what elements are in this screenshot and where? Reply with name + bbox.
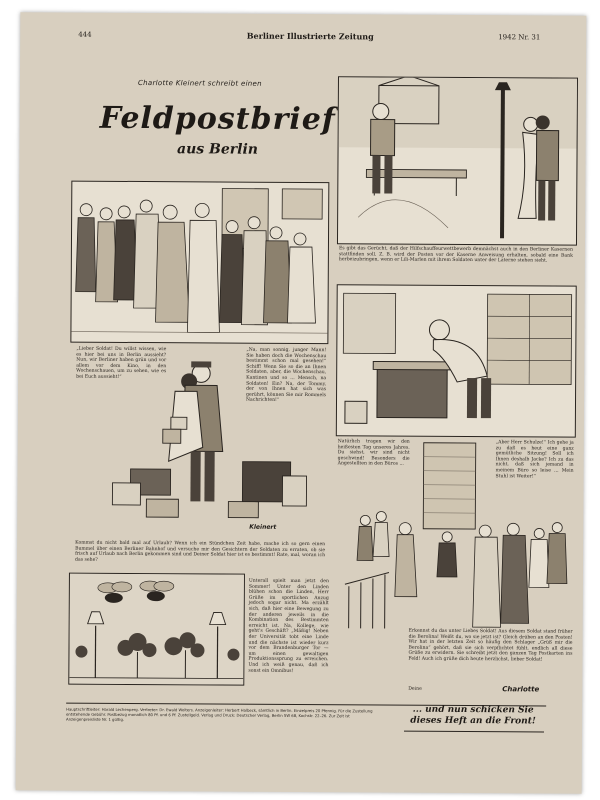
illustration-office-desk: [336, 284, 577, 437]
author-signature: Charlotte: [502, 685, 540, 694]
newspaper-page: [16, 12, 587, 793]
article-title: Feldpostbrief: [99, 100, 336, 138]
illustration-bench-and-couple: [337, 76, 578, 245]
page-number: 444: [78, 30, 92, 39]
illustration-berolina-square: [335, 436, 574, 633]
illustration-soldier-luggage: [92, 351, 319, 538]
paragraph-dear-soldier: „Lieber Soldat! Du willst wissen, wie es hier bei uns in Berlin aussieht? Nun, wir Berliner haben grün und vor allem vor dem Kino, in den Wochenschauen, um zu sehen, wie es bei Euch aussieht!“: [76, 346, 167, 380]
paragraph-bench-rumor: Es gibt das Gerücht, daß der Hilfschauffeurwettbewerb demnächst auch in den Berliner Kasernen stattfinden soll. Z. B. wird der Posten vor der Kaserne Anweisung erhalten, sobald eine Bank herbeizubringen, wenn er Lili-Marlen mit ihrem Soldaten unter der Laterne stehen sieht.: [338, 246, 573, 264]
send-to-front-slogan: ... und nun schicken Sie dieses Heft an die Front!: [410, 704, 536, 727]
article-subtitle: aus Berlin: [177, 141, 259, 158]
paragraph-summer: Unterall spielt man jetzt den Sommer! Unter den Linden blühen schon die Linden, Herr Grüße im sportlichen Anzug jedoch sogar nicht. Ma erzählt sich, daß hier eine Bewegung zu der anderen jeweils in die Kombination des Bestimmten erreicht ist. Na, Kollege, wie geht's Geschäft? „Mäßig! Neben der Universität tobt eine Linde und die nächste ist wieder kurz vor dem Brandenburger Tor — um einen gewaltigen Produktionssprung zu erreichen. Und ich weiß genau, daß ich sonst ein Omnibus!: [248, 578, 329, 674]
slogan-underline: [404, 731, 544, 733]
paragraph-wochenschau: „Na, man sonnig, junger Mann! Sie haben doch die Wochenschau bestimmt schon mal gesehen!“ Schiff! Wenn Sie so die an Ihnen Soldaten, aber, die Wochenschau, Kantinen und so ... Mensch, na Soldaten! Ein? Na, der Tommy, der von Ihnen hat sich was gerührt, können Sie mir Rommels Nachrichten!“: [245, 347, 327, 404]
illustration-flies-lamps: [68, 573, 245, 686]
illustrator-signature: Kleinert: [249, 523, 277, 531]
publication-title: Berliner Illustrierte Zeitung: [246, 30, 374, 42]
issue-number: 1942 Nr. 31: [498, 33, 541, 42]
paragraph-urlaub: Kommst du nicht bald mal auf Urlaub? Wenn ich ein Stündchen Zeit habe, mache ich so gern einen Bummel über einen Berliner Bahnhof und versuche mir den Gesichtern der Soldaten zu erraten, ob sie frisch auf Urlaub nach Berlin gekommen sind und Deiner Soldat hier ist es bestimmt! Rate, mal, woran ich das sehe?: [75, 540, 326, 563]
paragraph-herr-schulze: „Aber Herr Schulze!“ Ich gehe ja zu daß es heut eine ganz gemütliche Sitzung! Soll ich Ihnen deshalb Jacke? Ich zu das nicht, daß sich jemand in meinem Büro so leise ... Mein Stuhl ist Weiter!“: [495, 440, 574, 479]
paragraph-hottest-day: Natürlich tragen wir den heißesten Tag unseres Jahres. Du siehst, wir sind nicht geschwind! Besonders die Angestellten in den Büros ...: [337, 439, 410, 468]
paragraph-closing: Deine: [408, 686, 422, 692]
article-intro: Charlotte Kleinert schreibt einen: [137, 78, 262, 88]
illustration-cinema-queue: [70, 181, 329, 345]
paragraph-berolina: Erkennst du das unter Liebes Soldat! Aus diesem Soldat stand früher die Berolina! Weißt du, wo sie jetzt ist? Gleich drüben an den Posten! Wir hat in der letzten Zeit so häufig den Schlager „Grüß mir die Berolina“ gehört, daß sie sich verpflichtet fühlt, endlich all diese Grüße zu erwidern. Sie schreibt jetzt den ganzen Tag Postkarten ins Feld! Auch ich grüße dich heute herzlichst, lieber Soldat!: [408, 628, 573, 663]
imprint-text: Hauptschriftleiter: Harald Lechenperg. Vertreter: Dr. Ewald Wolters. Anzeigenleiter: Herbert Halbeck, sämtlich in Berlin. Einzelpreis 20 Pfennig. Für die Zustellung entstehende Gebühr. Postbezug monatlich 80 Pf. und 6 Pf. Zustellgeld. Verlag und Druck: Deutscher Verlag, Berlin SW 68, Kochstr. 22–26. Zur Zeit ist Anzeigenpreisliste Nr. 1 gültig.: [66, 706, 373, 722]
